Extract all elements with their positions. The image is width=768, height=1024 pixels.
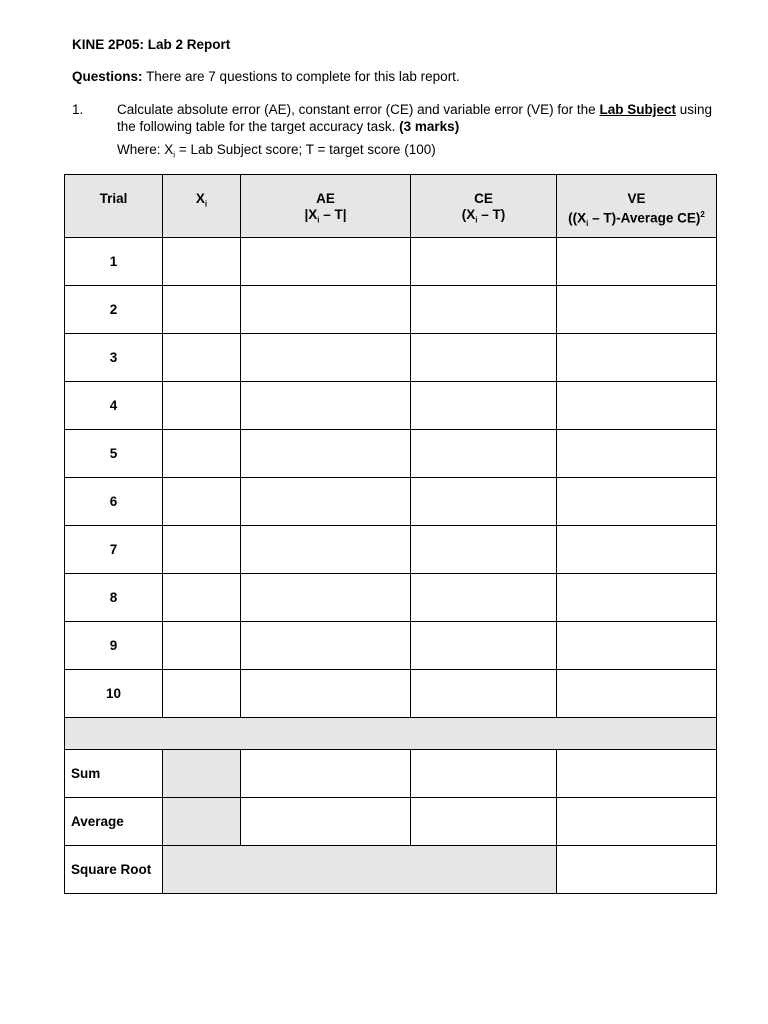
- ce-cell[interactable]: [411, 382, 557, 430]
- square-root-shaded: [163, 846, 557, 894]
- questions-text: There are 7 questions to complete for this lab report.: [142, 69, 460, 84]
- header-ae-formula: $|X_i - T|$: [304, 207, 347, 225]
- ce-cell[interactable]: [411, 238, 557, 286]
- average-label: Average: [65, 798, 163, 846]
- ae-cell[interactable]: [241, 670, 411, 718]
- ce-cell[interactable]: [411, 286, 557, 334]
- header-ce-title: CE: [474, 191, 493, 206]
- ce-cell[interactable]: [411, 478, 557, 526]
- xi-cell[interactable]: [163, 238, 241, 286]
- xi-cell[interactable]: [163, 574, 241, 622]
- table-spacer-row: [65, 718, 717, 750]
- where-line: [117, 142, 436, 160]
- ve-cell[interactable]: [557, 670, 717, 718]
- table-row: [65, 238, 717, 286]
- ce-cell[interactable]: [411, 430, 557, 478]
- sum-xi-shaded: [163, 750, 241, 798]
- trial-number: 10: [65, 670, 163, 718]
- xi-cell[interactable]: [163, 670, 241, 718]
- square-root-label: Square Root: [65, 846, 163, 894]
- ae-cell[interactable]: [241, 622, 411, 670]
- xi-cell[interactable]: [163, 382, 241, 430]
- sum-ve-cell[interactable]: [557, 750, 717, 798]
- trial-number: 9: [65, 622, 163, 670]
- question-1-number: 1.: [72, 102, 84, 117]
- ve-cell[interactable]: [557, 286, 717, 334]
- header-xi: $X_i$: [163, 175, 241, 238]
- lab-subject-emphasis: Lab Subject: [599, 102, 676, 117]
- header-ce-formula: $(X_i - T)$: [461, 207, 506, 225]
- trial-number: 3: [65, 334, 163, 382]
- header-ve: [557, 175, 717, 238]
- xi-cell[interactable]: [163, 526, 241, 574]
- spacer-cell: [65, 718, 717, 750]
- header-ce: [411, 175, 557, 238]
- header-ae-title: AE: [316, 191, 335, 206]
- trial-number: 2: [65, 286, 163, 334]
- xi-cell[interactable]: [163, 430, 241, 478]
- ve-cell[interactable]: [557, 382, 717, 430]
- square-root-ve-cell[interactable]: [557, 846, 717, 894]
- ae-cell[interactable]: [241, 478, 411, 526]
- ae-cell[interactable]: [241, 382, 411, 430]
- header-trial: Trial: [65, 175, 163, 238]
- questions-line: [72, 69, 460, 84]
- ae-cell[interactable]: [241, 430, 411, 478]
- trial-number: 6: [65, 478, 163, 526]
- table-row: [65, 334, 717, 382]
- table-row: [65, 382, 717, 430]
- ae-cell[interactable]: [241, 574, 411, 622]
- table-row: [65, 574, 717, 622]
- ce-cell[interactable]: [411, 574, 557, 622]
- average-ve-cell[interactable]: [557, 798, 717, 846]
- question-1-text: [117, 102, 732, 135]
- trial-number: 4: [65, 382, 163, 430]
- average-xi-shaded: [163, 798, 241, 846]
- average-ce-cell[interactable]: [411, 798, 557, 846]
- ae-cell[interactable]: [241, 526, 411, 574]
- table-row: [65, 622, 717, 670]
- sum-row: [65, 750, 717, 798]
- table-row: [65, 286, 717, 334]
- table-row: [65, 430, 717, 478]
- xi-cell[interactable]: [163, 622, 241, 670]
- error-table: [64, 174, 717, 894]
- ve-cell[interactable]: [557, 526, 717, 574]
- ce-cell[interactable]: [411, 622, 557, 670]
- xi-cell[interactable]: [163, 334, 241, 382]
- sum-label: Sum: [65, 750, 163, 798]
- header-ae: [241, 175, 411, 238]
- ve-cell[interactable]: [557, 622, 717, 670]
- trial-number: 7: [65, 526, 163, 574]
- header-ve-title: VE: [627, 191, 646, 206]
- where-sub: i: [173, 150, 176, 160]
- ce-cell[interactable]: [411, 526, 557, 574]
- q1-marks: (3 marks): [399, 118, 460, 134]
- ae-cell[interactable]: [241, 286, 411, 334]
- average-ae-cell[interactable]: [241, 798, 411, 846]
- ce-cell[interactable]: [411, 670, 557, 718]
- trial-number: 5: [65, 430, 163, 478]
- where-b: = Lab Subject score; T = target score (100): [175, 142, 436, 157]
- table-row: [65, 478, 717, 526]
- ve-cell[interactable]: [557, 430, 717, 478]
- ae-cell[interactable]: [241, 334, 411, 382]
- q1-text-a: Calculate absolute error (AE), constant error (CE) and variable error (VE) for the: [117, 102, 600, 117]
- questions-label: Questions:: [72, 69, 143, 84]
- ve-cell[interactable]: [557, 574, 717, 622]
- where-a: Where: X: [117, 142, 174, 157]
- page-title: KINE 2P05: Lab 2 Report: [72, 37, 231, 52]
- xi-cell[interactable]: [163, 286, 241, 334]
- ce-cell[interactable]: [411, 334, 557, 382]
- average-row: [65, 798, 717, 846]
- ve-cell[interactable]: [557, 334, 717, 382]
- header-ve-formula: (($X_i$ – T)-Average CE)$^2$: [568, 210, 705, 229]
- q1-text-b: using the following table for the target accuracy task.: [117, 102, 712, 134]
- sum-ae-cell[interactable]: [241, 750, 411, 798]
- trial-number: 8: [65, 574, 163, 622]
- ve-cell[interactable]: [557, 238, 717, 286]
- sum-ce-cell[interactable]: [411, 750, 557, 798]
- table-row: [65, 526, 717, 574]
- table-row: [65, 670, 717, 718]
- trial-number: 1: [65, 238, 163, 286]
- square-root-row: [65, 846, 717, 894]
- xi-cell[interactable]: [163, 478, 241, 526]
- ae-cell[interactable]: [241, 238, 411, 286]
- ve-cell[interactable]: [557, 478, 717, 526]
- table-header-row: [65, 175, 717, 238]
